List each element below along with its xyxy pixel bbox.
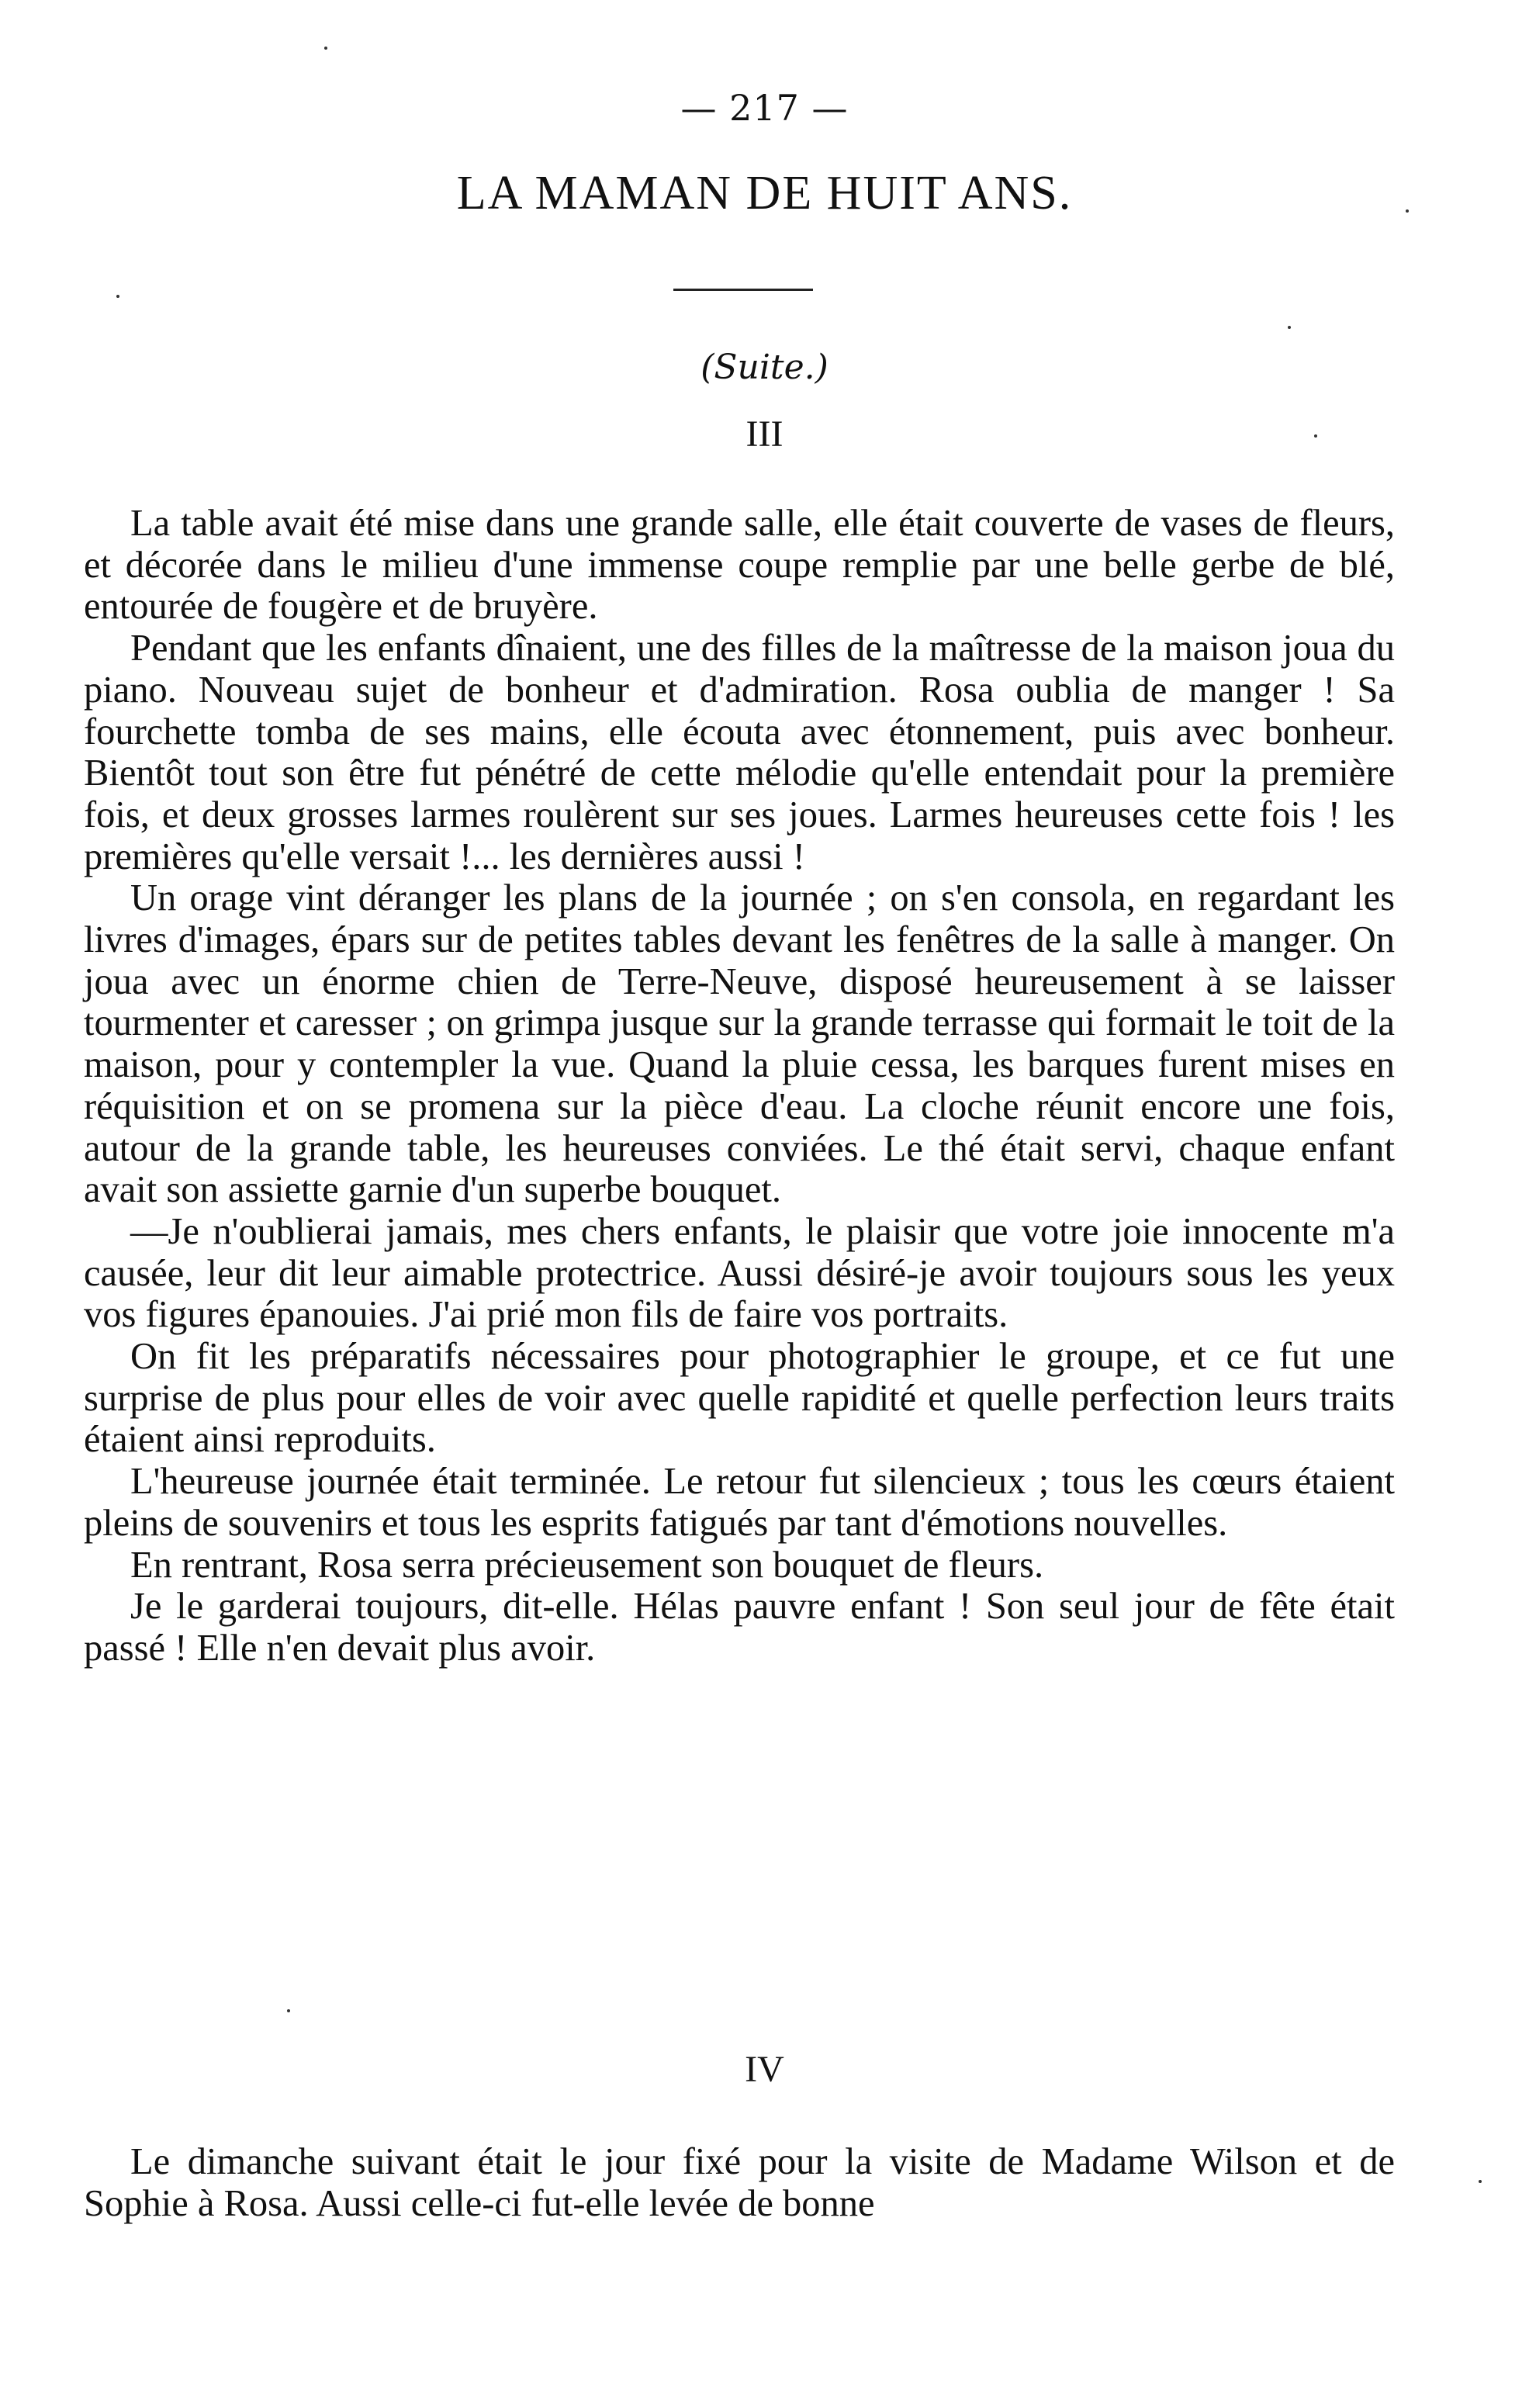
paragraph: L'heureuse journée était terminée. Le retour fut silencieux ; tous les cœurs étaient pleins de souvenirs et tous les esprits fatigués par tant d'émotions nouvelles. [84, 1461, 1395, 1544]
paragraph: On fit les préparatifs nécessaires pour photographier le groupe, et ce fut une surprise de plus pour elles de voir avec quelle rapidité et quelle perfection leurs traits étaient ainsi reproduits. [84, 1336, 1395, 1461]
paragraph: Pendant que les enfants dînaient, une des filles de la maîtresse de la maison joua du piano. Nouveau sujet de bonheur et d'admiration. Rosa oublia de manger ! Sa fourchette tomba de ses mains, elle écouta avec étonnement, puis avec bonheur. Bientôt tout son être fut pénétré de cette mélodie qu'elle entendait pour la première fois, et deux grosses larmes roulèrent sur ses joues. Larmes heureuses cette fois ! les premières qu'elle versait !... les dernières aussi ! [84, 628, 1395, 877]
section-iii-body [84, 503, 1395, 1669]
title-divider [673, 289, 813, 291]
paragraph: Un orage vint déranger les plans de la journée ; on s'en consola, en regardant les livres d'images, épars sur de petites tables devant les fenêtres de la salle à manger. On joua avec un énorme chien de Terre-Neuve, disposé heureusement à se laisser tourmenter et caresser ; on grimpa jusque sur la grande terrasse qui formait le toit de la maison, pour y contempler la vue. Quand la pluie cessa, les barques furent mises en réquisition et on se promena sur la pièce d'eau. La cloche réunit encore une fois, autour de la grande table, les heureuses conviées. Le thé était servi, chaque enfant avait son assiette garnie d'un superbe bouquet. [84, 877, 1395, 1211]
section-heading-iii: III [745, 413, 784, 455]
paragraph: La table avait été mise dans une grande salle, elle était couverte de vases de fleurs, et décorée dans le milieu d'une immense coupe remplie par une belle gerbe de blé, entourée de fougère et de bruyère. [84, 503, 1395, 628]
scan-speck [1479, 2180, 1482, 2183]
paragraph: Le dimanche suivant était le jour fixé pour la visite de Madame Wilson et de Sophie à Rosa. Aussi celle-ci fut-elle levée de bonne [84, 2141, 1395, 2224]
section-heading-iv: IV [745, 2049, 784, 2090]
paragraph: —Je n'oublierai jamais, mes chers enfants, le plaisir que votre joie innocente m'a causée, leur dit leur aimable protectrice. Aussi désiré-je avoir toujours sous les yeux vos figures épanouies. J'ai prié mon fils de faire vos portraits. [84, 1210, 1395, 1336]
subtitle-suite: (Suite.) [701, 348, 828, 387]
page-number: — 217 — [680, 87, 849, 129]
scan-speck [1288, 326, 1291, 329]
scan-speck [116, 295, 119, 298]
scan-speck [324, 47, 327, 50]
scan-speck [1314, 434, 1317, 438]
scan-speck [287, 2009, 290, 2012]
section-iv-body [84, 2141, 1395, 2224]
chapter-title: LA MAMAN DE HUIT ANS. [456, 167, 1073, 220]
paragraph: En rentrant, Rosa serra précieusement son bouquet de fleurs. [130, 1544, 1044, 1586]
scan-speck [1406, 209, 1409, 213]
paragraph: Je le garderai toujours, dit-elle. Hélas pauvre enfant ! Son seul jour de fête était passé ! Elle n'en devait plus avoir. [84, 1586, 1395, 1669]
